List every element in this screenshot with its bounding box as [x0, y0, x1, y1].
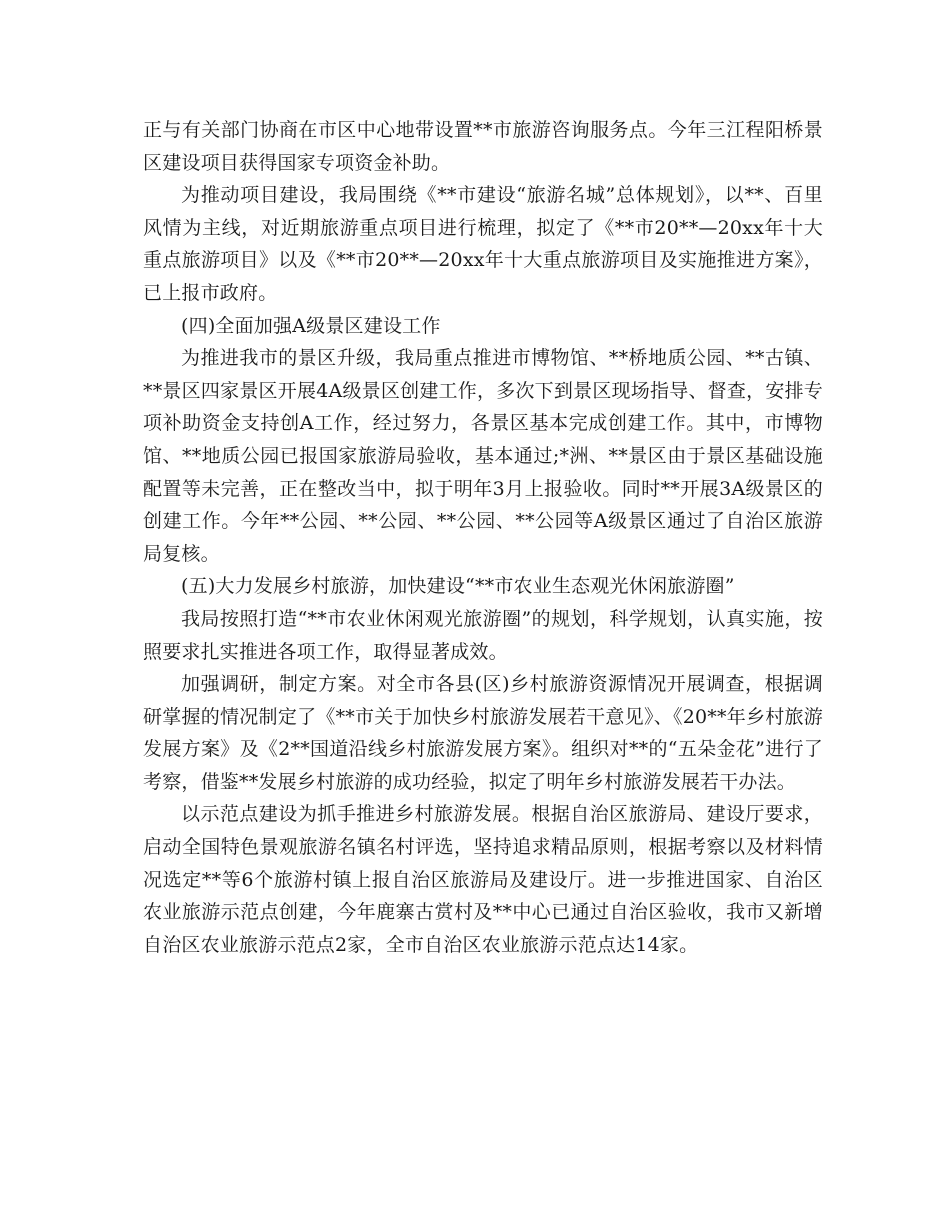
section-heading-5: (五)大力发展乡村旅游，加快建设“**市农业生态观光休闲旅游圈” — [181, 575, 735, 598]
paragraph-3: 为推进我市的景区升级，我局重点推进市博物馆、**桥地质公园、**古镇、**景区四家景区开展4A级景区创建工作，多次下到景区现场指导、督查，安排专项补助资金支持创A工作，经过努力，各景区基本完成创建工作。其中，市博物馆、**地质公园已报国家旅游局验收，基本通过;*洲、**景区由于景区基础设施配置等未完善，正在整改当中，拟于明年3月上报验收。同时**开展3A级景区的创建工作。今年**公园、**公园、**公园、**公园等A级景区通过了自治区旅游局复核。 — [143, 347, 823, 565]
paragraph-4: 我局按照打造“**市农业休闲观光旅游圈”的规划，科学规划，认真实施，按照要求扎实推进各项工作，取得显著成效。 — [143, 607, 823, 663]
document-body — [143, 114, 823, 961]
section-heading-4: (四)全面加强A级景区建设工作 — [181, 314, 441, 337]
paragraph-5: 加强调研，制定方案。对全市各县(区)乡村旅游资源情况开展调查，根据调研掌握的情况制定了《**市关于加快乡村旅游发展若干意见》、《20**年乡村旅游发展方案》及《2**国道沿线乡村旅游发展方案》。组织对**的“五朵金花”进行了考察，借鉴**发展乡村旅游的成功经验，拟定了明年乡村旅游发展若干办法。 — [143, 673, 823, 793]
paragraph-6: 以示范点建设为抓手推进乡村旅游发展。根据自治区旅游局、建设厅要求，启动全国特色景观旅游名镇名村评选，坚持追求精品原则，根据考察以及材料情况选定**等6个旅游村镇上报自治区旅游局及建设厅。进一步推进国家、自治区农业旅游示范点创建，今年鹿寨古赏村及**中心已通过自治区验收，我市又新增自治区农业旅游示范点2家，全市自治区农业旅游示范点达14家。 — [143, 803, 823, 956]
paragraph-1: 正与有关部门协商在市区中心地带设置**市旅游咨询服务点。今年三江程阳桥景区建设项目获得国家专项资金补助。 — [143, 119, 823, 174]
paragraph-2: 为推动项目建设，我局围绕《**市建设“旅游名城”总体规划》，以**、百里风情为主线，对近期旅游重点项目进行梳理，拟定了《**市20**—20xx年十大重点旅游项目》以及《**市20**—20xx年十大重点旅游项目及实施推进方案》，已上报市政府。 — [143, 184, 823, 304]
